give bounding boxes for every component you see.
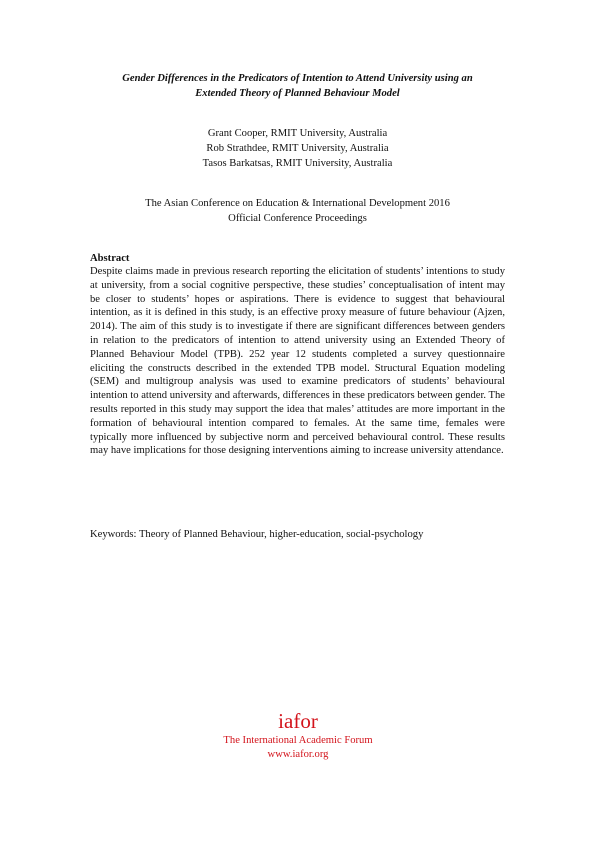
title-line-1: Gender Differences in the Predicators of Intention to Attend University using an (122, 73, 473, 84)
keywords: Keywords: Theory of Planned Behaviour, higher-education, social-psychology (90, 529, 424, 540)
abstract-body: Despite claims made in previous research reporting the elicitation of students’ intentions to study at university, from a social cognitive perspective, these studies’ conceptualisation of intent may be closer to students’ hopes or aspirations. There is evidence to suggest that behavioural intention, as it is defined in this study, is an effective proxy measure of future behaviour (Ajzen, 2014). The aim of this study is to investigate if there are significant differences between genders in relation to the predicators of intention to attend university using an Extended Theory of Planned Behaviour Model (TPB). 252 year 12 students completed a survey questionnaire eliciting the constructs described in the extended TPB model. Structural Equation modeling (SEM) and multigroup analysis was used to examine predicators of students’ behavioural intention to attend university and afterwards, differences in these predicators between gender. The results reported in this study may support the idea that males’ attitudes are more important in the formation of behavioural intention compared to females. At the same time, females were typically more influenced by subjective norm and perceived behavioural control. These results may have implications for those designing interventions aiming to increase university attendance. (90, 266, 505, 457)
author-2: Rob Strathdee, RMIT University, Australia (206, 143, 389, 154)
iafor-logo: iafor (278, 709, 318, 733)
publisher-url: www.iafor.org (267, 748, 329, 760)
proceedings-label: Official Conference Proceedings (228, 213, 367, 224)
conference-name: The Asian Conference on Education & International Development 2016 (145, 198, 450, 209)
author-list (60, 126, 535, 171)
publisher-name: The International Academic Forum (223, 735, 373, 746)
abstract-heading: Abstract (90, 253, 130, 264)
author-1: Grant Cooper, RMIT University, Australia (207, 128, 388, 139)
title-line-2: Extended Theory of Planned Behaviour Model (195, 88, 400, 99)
conference-info (60, 196, 535, 226)
author-3: Tasos Barkatsas, RMIT University, Australia (202, 158, 393, 169)
paper-title (60, 71, 535, 101)
publisher-footer (148, 708, 448, 761)
